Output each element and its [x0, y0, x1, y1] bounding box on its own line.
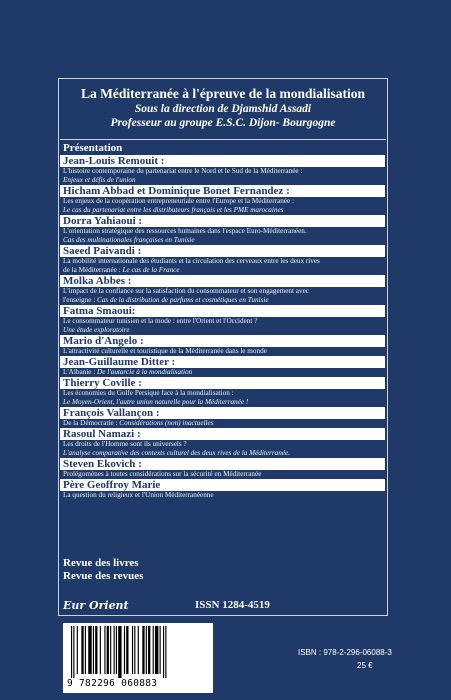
toc-entry [63, 356, 385, 377]
entry-subtitle: Une étude exploratoire [63, 326, 130, 334]
entry-line: L'Albanie : [63, 368, 96, 376]
entry-author: Saeed Paivandi : [60, 245, 385, 257]
entry-line: de la Méditerranée : [63, 266, 121, 274]
entry-subtitle: Le Moyen-Orient, l'autre union naturelle pour la Méditerranée ! [63, 398, 249, 406]
entry-subtitle: Enjeux et défis de l'union [63, 176, 136, 184]
header-divider [60, 139, 386, 140]
entry-author: Rasoul Namazi : [60, 428, 385, 440]
publisher-row [63, 599, 385, 613]
entry-subtitle: Cas des multinationales françaises en Tunisie [63, 236, 195, 244]
price: 25 € [357, 661, 373, 670]
entry-line: Prolégomènes à toutes considérations sur la sécurité en Méditerranée [63, 470, 262, 478]
entry-description [63, 491, 385, 500]
entry-subtitle: Cas de la distribution de parfums et cosmétiques en Tunisie [97, 296, 269, 304]
entry-description [63, 197, 385, 215]
entry-author: Père Geoffroy Marie [60, 479, 385, 491]
entry-line: L'impact de la confiance sur la satisfaction du consommateur et son engagement avec [63, 287, 309, 295]
toc-entry [63, 245, 385, 275]
entry-line: L'attractivité culturelle et touristique de la Méditerranée dans le monde [63, 347, 267, 355]
entry-line: Les économies du Golfe Persique face à la mondialisation : [63, 389, 234, 397]
toc-entry [63, 305, 385, 335]
entry-description [63, 227, 385, 245]
entry-description [63, 167, 385, 185]
book-title: La Méditerranée à l'épreuve de la mondialisation [81, 86, 365, 101]
section-label: Présentation [63, 142, 123, 154]
entry-author: Hicham Abbad et Dominique Bonet Fernandez : [60, 185, 385, 197]
entry-description [63, 257, 385, 275]
entry-author: Jean-Louis Remouit : [60, 155, 385, 167]
barcode-bars [71, 626, 205, 678]
entry-description [63, 389, 385, 407]
editor-affiliation: Professeur au groupe E.S.C. Dijon- Bourgogne [110, 117, 336, 129]
entry-author: Molka Abbes : [60, 275, 385, 287]
entry-line: L'histoire contemporaine du partenariat entre le Nord et le Sud de la Méditerranée : [63, 167, 303, 175]
entry-description [63, 368, 385, 377]
entry-line: Les enjeux de la coopération entrepreneuriale entre l'Europe et la Méditerranée : [63, 197, 294, 205]
entry-author: Fatma Smaoui: [60, 305, 385, 317]
entry-line: La question du religieux et l'Union Méditerranéenne [63, 491, 214, 499]
entry-author: Steven Ekovich : [60, 458, 385, 470]
entry-subtitle: Le cas du partenariat entre les distributeurs français et les PME marocaines [63, 206, 284, 214]
entry-description [63, 347, 385, 356]
entry-line: L'orientation stratégique des ressources humaines dans l'espace Euro-Méditerranéen. [63, 227, 307, 235]
entry-line: De la Démocratie : [63, 419, 118, 427]
entry-author: Jean-Guillaume Ditter : [60, 356, 385, 368]
toc-entry [63, 155, 385, 185]
entry-description [63, 470, 385, 479]
publisher-logo: Eur Orient [63, 599, 129, 612]
toc-entry [63, 377, 385, 407]
entry-line: Le consommateur tunisien et la mode : entre l'Orient et l'Occident ? [63, 317, 258, 325]
entry-subtitle: Le cas de la France [122, 266, 180, 274]
entry-author: Mario d'Angelo : [60, 335, 385, 347]
toc-entry [63, 275, 385, 305]
entry-author: Thierry Coville : [60, 377, 385, 389]
revue-item: Revue des livres [63, 557, 139, 569]
entry-subtitle: L'analyse comparative des contexts culturel des deux rives de la Méditerranée. [63, 449, 291, 457]
toc-entry [63, 407, 385, 428]
toc-entry [63, 335, 385, 356]
entry-line: l'enseigne : [63, 296, 96, 304]
book-header [58, 86, 388, 130]
entry-description [63, 317, 385, 335]
toc-entry [63, 185, 385, 215]
entry-subtitle: De l'autarcie à la mondialisation [97, 368, 193, 376]
entry-description [63, 419, 385, 428]
toc-entry [63, 458, 385, 479]
toc-entry [63, 428, 385, 458]
table-of-contents [63, 155, 385, 500]
barcode-number: 9 782296 060883 [67, 678, 158, 689]
issn: ISSN 1284-4519 [195, 599, 270, 611]
toc-entry [63, 215, 385, 245]
entry-author: Dorra Yahiaoui : [60, 215, 385, 227]
isbn: ISBN : 978-2-296-06088-3 [298, 648, 392, 657]
toc-entry [63, 479, 385, 500]
entry-subtitle: Considérations (non) inactuelles [119, 419, 214, 427]
barcode [63, 623, 213, 693]
revues-list [63, 557, 143, 583]
editor-line: Sous la direction de Djamshid Assadi [134, 103, 312, 115]
entry-description [63, 287, 385, 305]
entry-line: La mobilité internationale des étudiants et la circulation des cerveaux entre les deux rives [63, 257, 320, 265]
entry-description [63, 440, 385, 458]
revue-item: Revue des revues [63, 570, 144, 582]
entry-author: François Vallançon : [60, 407, 385, 419]
entry-line: Les droits de l'Homme sont ils universels ? [63, 440, 187, 448]
